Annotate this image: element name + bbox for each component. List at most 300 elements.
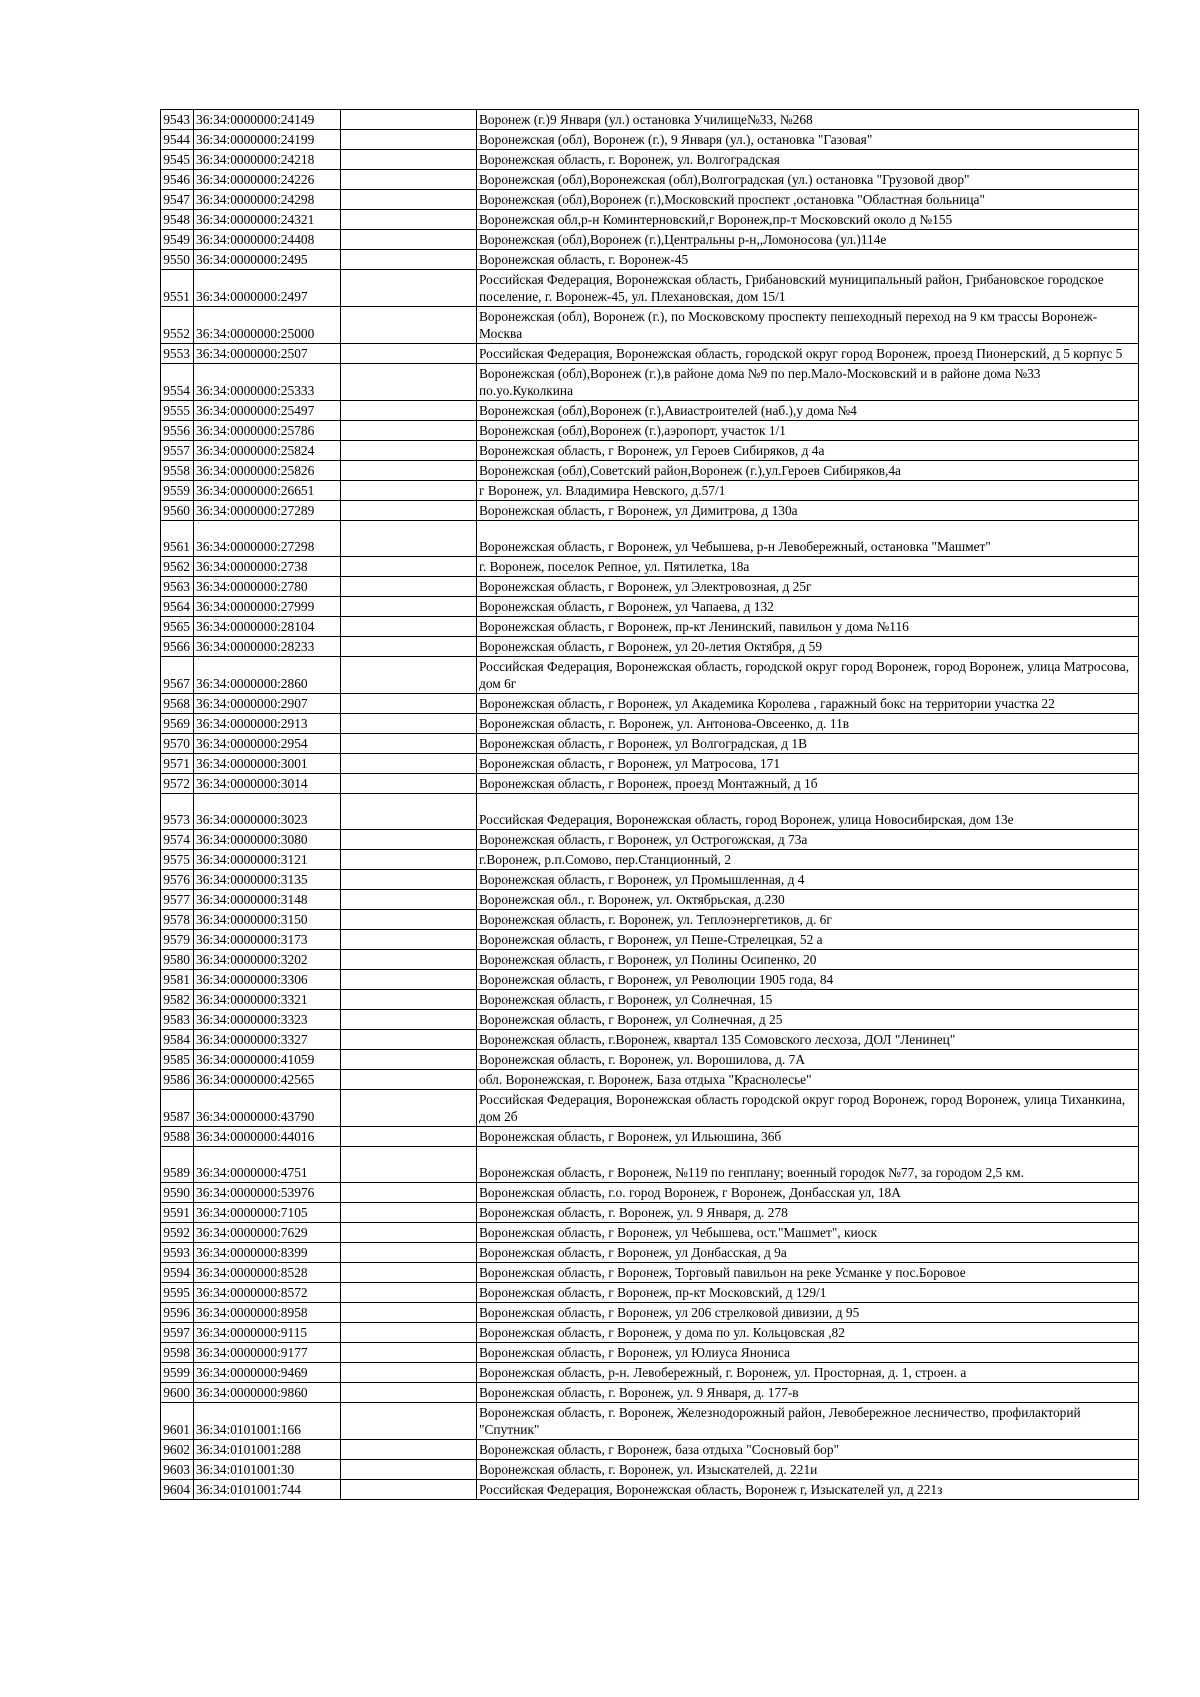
cadastral-number: 36:34:0000000:7105 — [194, 1203, 341, 1223]
table-row — [161, 150, 1139, 170]
row-number: 9577 — [161, 890, 194, 910]
address-cell: Воронежская область, г Воронеж, пр-кт Московский, д 129/1 — [477, 1283, 1139, 1303]
empty-cell — [341, 1223, 477, 1243]
empty-cell — [341, 230, 477, 250]
address-cell: Воронежская область, г Воронеж, ул Пеше-Стрелецкая, 52 а — [477, 930, 1139, 950]
row-number: 9561 — [161, 521, 194, 557]
cadastral-number: 36:34:0101001:30 — [194, 1460, 341, 1480]
empty-cell — [341, 754, 477, 774]
address-cell: Воронежская область, г. Воронеж, ул. 9 Января, д. 177-в — [477, 1383, 1139, 1403]
address-cell: Воронежская (обл), Воронеж (г.), 9 Января (ул.), остановка "Газовая" — [477, 130, 1139, 150]
table-row — [161, 1383, 1139, 1403]
table-row — [161, 870, 1139, 890]
table-row — [161, 990, 1139, 1010]
row-number: 9595 — [161, 1283, 194, 1303]
empty-cell — [341, 250, 477, 270]
address-cell: Воронежская область, г Воронеж, ул Полины Осипенко, 20 — [477, 950, 1139, 970]
row-number: 9581 — [161, 970, 194, 990]
cadastral-number: 36:34:0000000:24199 — [194, 130, 341, 150]
address-cell: Воронежская область, г Воронеж, ул Солнечная, 15 — [477, 990, 1139, 1010]
address-cell: Воронежская область, г Воронеж, ул Острогожская, д 73а — [477, 830, 1139, 850]
cadastral-number: 36:34:0000000:3321 — [194, 990, 341, 1010]
empty-cell — [341, 1030, 477, 1050]
row-number: 9573 — [161, 794, 194, 830]
row-number: 9582 — [161, 990, 194, 1010]
empty-cell — [341, 1147, 477, 1183]
table-row — [161, 1183, 1139, 1203]
empty-cell — [341, 1303, 477, 1323]
address-cell: Воронежская область, г Воронеж, ул 206 стрелковой дивизии, д 95 — [477, 1303, 1139, 1323]
address-cell: Воронежская область, г Воронеж, ул Донбасская, д 9а — [477, 1243, 1139, 1263]
address-cell: Воронежская область, г Воронеж, у дома по ул. Кольцовская ,82 — [477, 1323, 1139, 1343]
address-cell: г.Воронеж, р.п.Сомово, пер.Станционный, 2 — [477, 850, 1139, 870]
cadastral-number: 36:34:0000000:24149 — [194, 110, 341, 130]
empty-cell — [341, 637, 477, 657]
table-row — [161, 577, 1139, 597]
cadastral-number: 36:34:0101001:166 — [194, 1403, 341, 1440]
table-row — [161, 441, 1139, 461]
row-number: 9557 — [161, 441, 194, 461]
cadastral-number: 36:34:0000000:25000 — [194, 307, 341, 344]
address-cell: Воронежская область, г Воронеж, ул Юлиуса Янониса — [477, 1343, 1139, 1363]
empty-cell — [341, 150, 477, 170]
address-cell: Воронежская область, г Воронеж, база отдыха "Сосновый бор" — [477, 1440, 1139, 1460]
table-row — [161, 970, 1139, 990]
row-number: 9571 — [161, 754, 194, 774]
cadastral-number: 36:34:0000000:3121 — [194, 850, 341, 870]
address-cell: Воронежская обл., г. Воронеж, ул. Октябрьская, д.230 — [477, 890, 1139, 910]
empty-cell — [341, 1343, 477, 1363]
empty-cell — [341, 1383, 477, 1403]
empty-cell — [341, 130, 477, 150]
table-row — [161, 190, 1139, 210]
empty-cell — [341, 1323, 477, 1343]
cadastral-number: 36:34:0000000:2738 — [194, 557, 341, 577]
row-number: 9547 — [161, 190, 194, 210]
cadastral-number: 36:34:0000000:3080 — [194, 830, 341, 850]
table-row — [161, 617, 1139, 637]
cadastral-number: 36:34:0000000:24321 — [194, 210, 341, 230]
address-cell: Воронежская область, р-н. Левобережный, г. Воронеж, ул. Просторная, д. 1, строен. а — [477, 1363, 1139, 1383]
row-number: 9559 — [161, 481, 194, 501]
row-number: 9549 — [161, 230, 194, 250]
row-number: 9592 — [161, 1223, 194, 1243]
cadastral-number: 36:34:0000000:3327 — [194, 1030, 341, 1050]
table-row — [161, 637, 1139, 657]
cadastral-number: 36:34:0000000:2497 — [194, 270, 341, 307]
cadastral-number: 36:34:0000000:9177 — [194, 1343, 341, 1363]
empty-cell — [341, 110, 477, 130]
table-row — [161, 170, 1139, 190]
cadastral-number: 36:34:0000000:3306 — [194, 970, 341, 990]
table-row — [161, 1480, 1139, 1500]
table-row — [161, 521, 1139, 557]
empty-cell — [341, 1127, 477, 1147]
cadastral-number: 36:34:0000000:24298 — [194, 190, 341, 210]
cadastral-number: 36:34:0000000:9115 — [194, 1323, 341, 1343]
row-number: 9545 — [161, 150, 194, 170]
table-row — [161, 344, 1139, 364]
row-number: 9567 — [161, 657, 194, 694]
cadastral-number: 36:34:0000000:25786 — [194, 421, 341, 441]
address-cell: г Воронеж, ул. Владимира Невского, д.57/1 — [477, 481, 1139, 501]
cadastral-number: 36:34:0000000:8399 — [194, 1243, 341, 1263]
table-row — [161, 1363, 1139, 1383]
cadastral-number: 36:34:0000000:24408 — [194, 230, 341, 250]
address-cell: Воронежская область, г. Воронеж, ул. Волгоградская — [477, 150, 1139, 170]
table-row — [161, 1010, 1139, 1030]
cadastral-number: 36:34:0000000:3023 — [194, 794, 341, 830]
cadastral-number: 36:34:0000000:3001 — [194, 754, 341, 774]
empty-cell — [341, 344, 477, 364]
cadastral-number: 36:34:0000000:2907 — [194, 694, 341, 714]
row-number: 9554 — [161, 364, 194, 401]
address-cell: Воронежская область, г. Воронеж, ул. Теплоэнергетиков, д. 6г — [477, 910, 1139, 930]
address-cell: Воронежская область, г Воронеж, ул Волгоградская, д 1В — [477, 734, 1139, 754]
address-cell: Воронежская область, г Воронеж, ул Чапаева, д 132 — [477, 597, 1139, 617]
cadastral-number: 36:34:0000000:2913 — [194, 714, 341, 734]
empty-cell — [341, 734, 477, 754]
cadastral-number: 36:34:0000000:27289 — [194, 501, 341, 521]
address-cell: Воронежская область, г Воронеж, ул Димитрова, д 130а — [477, 501, 1139, 521]
table-row — [161, 1050, 1139, 1070]
table-row — [161, 1223, 1139, 1243]
table-row — [161, 364, 1139, 401]
address-cell: Воронежская область, г Воронеж, ул Электровозная, д 25г — [477, 577, 1139, 597]
table-row — [161, 1147, 1139, 1183]
table-row — [161, 401, 1139, 421]
cadastral-number: 36:34:0000000:2780 — [194, 577, 341, 597]
empty-cell — [341, 617, 477, 637]
empty-cell — [341, 1090, 477, 1127]
row-number: 9551 — [161, 270, 194, 307]
empty-cell — [341, 521, 477, 557]
address-cell: Российская Федерация, Воронежская область городской округ город Воронеж, город Воронеж, улица Тиханкина, дом 2б — [477, 1090, 1139, 1127]
table-row — [161, 1263, 1139, 1283]
table-row — [161, 481, 1139, 501]
empty-cell — [341, 1283, 477, 1303]
row-number: 9555 — [161, 401, 194, 421]
address-cell: Российская Федерация, Воронежская область, городской округ город Воронеж, город Воронеж, улица Матросова, дом 6г — [477, 657, 1139, 694]
row-number: 9597 — [161, 1323, 194, 1343]
row-number: 9604 — [161, 1480, 194, 1500]
address-cell: Воронежская (обл),Советский район,Воронеж (г.),ул.Героев Сибиряков,4а — [477, 461, 1139, 481]
empty-cell — [341, 657, 477, 694]
empty-cell — [341, 1460, 477, 1480]
row-number: 9564 — [161, 597, 194, 617]
table-row — [161, 714, 1139, 734]
cadastral-number: 36:34:0000000:25497 — [194, 401, 341, 421]
row-number: 9585 — [161, 1050, 194, 1070]
row-number: 9558 — [161, 461, 194, 481]
table-row — [161, 501, 1139, 521]
empty-cell — [341, 930, 477, 950]
empty-cell — [341, 501, 477, 521]
row-number: 9572 — [161, 774, 194, 794]
cadastral-number: 36:34:0000000:7629 — [194, 1223, 341, 1243]
address-cell: Российская Федерация, Воронежская область, Воронеж г, Изыскателей ул, д 221з — [477, 1480, 1139, 1500]
address-cell: Воронежская (обл),Воронеж (г.),Московский проспект ,остановка "Областная больница" — [477, 190, 1139, 210]
row-number: 9594 — [161, 1263, 194, 1283]
table-row — [161, 1070, 1139, 1090]
empty-cell — [341, 1243, 477, 1263]
table-row — [161, 850, 1139, 870]
row-number: 9584 — [161, 1030, 194, 1050]
cadastral-number: 36:34:0000000:9469 — [194, 1363, 341, 1383]
row-number: 9553 — [161, 344, 194, 364]
address-cell: Воронежская область, г Воронеж, ул Революции 1905 года, 84 — [477, 970, 1139, 990]
address-cell: Воронежская область, г. Воронеж, ул. Ворошилова, д. 7А — [477, 1050, 1139, 1070]
row-number: 9546 — [161, 170, 194, 190]
table-row — [161, 1243, 1139, 1263]
table-row — [161, 130, 1139, 150]
cadastral-number: 36:34:0000000:26651 — [194, 481, 341, 501]
empty-cell — [341, 190, 477, 210]
empty-cell — [341, 481, 477, 501]
empty-cell — [341, 307, 477, 344]
row-number: 9583 — [161, 1010, 194, 1030]
cadastral-number: 36:34:0000000:27999 — [194, 597, 341, 617]
cadastral-number: 36:34:0000000:9860 — [194, 1383, 341, 1403]
row-number: 9552 — [161, 307, 194, 344]
cadastral-number: 36:34:0000000:3173 — [194, 930, 341, 950]
row-number: 9590 — [161, 1183, 194, 1203]
empty-cell — [341, 890, 477, 910]
cadastral-number: 36:34:0000000:44016 — [194, 1127, 341, 1147]
address-cell: Воронежская область, г Воронеж, ул 20-летия Октября, д 59 — [477, 637, 1139, 657]
table-row — [161, 1030, 1139, 1050]
row-number: 9570 — [161, 734, 194, 754]
row-number: 9575 — [161, 850, 194, 870]
row-number: 9560 — [161, 501, 194, 521]
row-number: 9566 — [161, 637, 194, 657]
empty-cell — [341, 1183, 477, 1203]
table-row — [161, 1203, 1139, 1223]
address-cell: Воронежская область, г.о. город Воронеж, г Воронеж, Донбасская ул, 18А — [477, 1183, 1139, 1203]
address-cell: Воронежская (обл),Воронеж (г.),Центральны р-н,,Ломоносова (ул.)114е — [477, 230, 1139, 250]
cadastral-number: 36:34:0101001:744 — [194, 1480, 341, 1500]
row-number: 9586 — [161, 1070, 194, 1090]
empty-cell — [341, 597, 477, 617]
address-cell: Воронежская область, г Воронеж, проезд Монтажный, д 1б — [477, 774, 1139, 794]
address-cell: Воронежская область, г Воронеж, ул Академика Королева , гаражный бокс на территории участка 22 — [477, 694, 1139, 714]
row-number: 9593 — [161, 1243, 194, 1263]
cadastral-number: 36:34:0000000:8528 — [194, 1263, 341, 1283]
empty-cell — [341, 1263, 477, 1283]
address-cell: Воронежская область, г.Воронеж, квартал 135 Сомовского лесхоза, ДОЛ "Ленинец" — [477, 1030, 1139, 1050]
cadastral-number: 36:34:0000000:25826 — [194, 461, 341, 481]
empty-cell — [341, 441, 477, 461]
empty-cell — [341, 694, 477, 714]
table-row — [161, 1403, 1139, 1440]
cadastral-number: 36:34:0000000:8958 — [194, 1303, 341, 1323]
row-number: 9556 — [161, 421, 194, 441]
address-cell: Воронежская (обл),Воронежская (обл),Волгоградская (ул.) остановка "Грузовой двор" — [477, 170, 1139, 190]
address-cell: Воронежская область, г Воронеж, ул Промышленная, д 4 — [477, 870, 1139, 890]
empty-cell — [341, 1363, 477, 1383]
table-row — [161, 657, 1139, 694]
row-number: 9588 — [161, 1127, 194, 1147]
address-cell: Воронежская область, г Воронеж, ул Матросова, 171 — [477, 754, 1139, 774]
row-number: 9569 — [161, 714, 194, 734]
empty-cell — [341, 401, 477, 421]
cadastral-number: 36:34:0000000:28104 — [194, 617, 341, 637]
empty-cell — [341, 210, 477, 230]
empty-cell — [341, 794, 477, 830]
cadastral-number: 36:34:0000000:2954 — [194, 734, 341, 754]
table-row — [161, 734, 1139, 754]
address-cell: Воронеж (г.)9 Января (ул.) остановка Училище№33, №268 — [477, 110, 1139, 130]
empty-cell — [341, 557, 477, 577]
table-row — [161, 270, 1139, 307]
table-row — [161, 754, 1139, 774]
row-number: 9580 — [161, 950, 194, 970]
empty-cell — [341, 1480, 477, 1500]
row-number: 9587 — [161, 1090, 194, 1127]
table-row — [161, 1127, 1139, 1147]
row-number: 9599 — [161, 1363, 194, 1383]
address-cell: Воронежская обл,р-н Коминтерновский,г Воронеж,пр-т Московский около д №155 — [477, 210, 1139, 230]
empty-cell — [341, 1070, 477, 1090]
empty-cell — [341, 1203, 477, 1223]
empty-cell — [341, 170, 477, 190]
address-cell: Воронежская область, г. Воронеж-45 — [477, 250, 1139, 270]
address-cell: Российская Федерация, Воронежская область, город Воронеж, улица Новосибирская, дом 13е — [477, 794, 1139, 830]
row-number: 9579 — [161, 930, 194, 950]
empty-cell — [341, 774, 477, 794]
cadastral-number: 36:34:0000000:41059 — [194, 1050, 341, 1070]
address-cell: Воронежская (обл), Воронеж (г.), по Московскому проспекту пешеходный переход на 9 км трассы Воронеж-Москва — [477, 307, 1139, 344]
address-cell: Воронежская область, г Воронеж, №119 по генплану; военный городок №77, за городом 2,5 км. — [477, 1147, 1139, 1183]
cadastral-number: 36:34:0000000:3202 — [194, 950, 341, 970]
table-row — [161, 597, 1139, 617]
table-row — [161, 794, 1139, 830]
row-number: 9548 — [161, 210, 194, 230]
empty-cell — [341, 950, 477, 970]
row-number: 9602 — [161, 1440, 194, 1460]
table-row — [161, 230, 1139, 250]
cadastral-number: 36:34:0000000:8572 — [194, 1283, 341, 1303]
cadastral-number: 36:34:0000000:25333 — [194, 364, 341, 401]
registry-table-body — [161, 110, 1139, 1500]
address-cell: Воронежская область, г. Воронеж, ул. Антонова-Овсеенко, д. 11в — [477, 714, 1139, 734]
empty-cell — [341, 970, 477, 990]
empty-cell — [341, 364, 477, 401]
empty-cell — [341, 830, 477, 850]
table-row — [161, 110, 1139, 130]
table-row — [161, 1460, 1139, 1480]
address-cell: Воронежская область, г Воронеж, ул Ильюшина, 36б — [477, 1127, 1139, 1147]
table-row — [161, 210, 1139, 230]
empty-cell — [341, 577, 477, 597]
cadastral-number: 36:34:0000000:28233 — [194, 637, 341, 657]
row-number: 9591 — [161, 1203, 194, 1223]
address-cell: Воронежская (обл),Воронеж (г.),Авиастроителей (наб.),у дома №4 — [477, 401, 1139, 421]
cadastral-number: 36:34:0000000:24218 — [194, 150, 341, 170]
row-number: 9596 — [161, 1303, 194, 1323]
cadastral-number: 36:34:0101001:288 — [194, 1440, 341, 1460]
empty-cell — [341, 910, 477, 930]
empty-cell — [341, 461, 477, 481]
table-row — [161, 1343, 1139, 1363]
registry-table — [160, 109, 1139, 1500]
cadastral-number: 36:34:0000000:3323 — [194, 1010, 341, 1030]
cadastral-number: 36:34:0000000:3150 — [194, 910, 341, 930]
address-cell: Воронежская область, г Воронеж, ул Чебышева, р-н Левобережный, остановка "Машмет" — [477, 521, 1139, 557]
row-number: 9576 — [161, 870, 194, 890]
table-row — [161, 1323, 1139, 1343]
address-cell: Воронежская область, г Воронеж, ул Героев Сибиряков, д 4а — [477, 441, 1139, 461]
empty-cell — [341, 421, 477, 441]
table-row — [161, 1440, 1139, 1460]
row-number: 9578 — [161, 910, 194, 930]
table-row — [161, 910, 1139, 930]
row-number: 9598 — [161, 1343, 194, 1363]
cadastral-number: 36:34:0000000:25824 — [194, 441, 341, 461]
cadastral-number: 36:34:0000000:3148 — [194, 890, 341, 910]
address-cell: Воронежская область, г Воронеж, пр-кт Ленинский, павильон у дома №116 — [477, 617, 1139, 637]
row-number: 9565 — [161, 617, 194, 637]
cadastral-number: 36:34:0000000:24226 — [194, 170, 341, 190]
row-number: 9574 — [161, 830, 194, 850]
cadastral-number: 36:34:0000000:2507 — [194, 344, 341, 364]
table-row — [161, 1090, 1139, 1127]
table-row — [161, 557, 1139, 577]
empty-cell — [341, 870, 477, 890]
address-cell: Воронежская область, г Воронеж, Торговый павильон на реке Усманке у пос.Боровое — [477, 1263, 1139, 1283]
table-row — [161, 774, 1139, 794]
address-cell: Воронежская (обл),Воронеж (г.),аэропорт, участок 1/1 — [477, 421, 1139, 441]
address-cell: г. Воронеж, поселок Репное, ул. Пятилетка, 18а — [477, 557, 1139, 577]
row-number: 9550 — [161, 250, 194, 270]
row-number: 9544 — [161, 130, 194, 150]
row-number: 9543 — [161, 110, 194, 130]
table-row — [161, 307, 1139, 344]
address-cell: Воронежская (обл),Воронеж (г.),в районе дома №9 по пер.Мало-Московский и в районе дома №33 по.уо.Куколкина — [477, 364, 1139, 401]
cadastral-number: 36:34:0000000:3135 — [194, 870, 341, 890]
cadastral-number: 36:34:0000000:53976 — [194, 1183, 341, 1203]
cadastral-number: 36:34:0000000:4751 — [194, 1147, 341, 1183]
row-number: 9600 — [161, 1383, 194, 1403]
table-row — [161, 890, 1139, 910]
row-number: 9568 — [161, 694, 194, 714]
table-row — [161, 421, 1139, 441]
row-number: 9563 — [161, 577, 194, 597]
address-cell: Российская Федерация, Воронежская область, Грибановский муниципальный район, Грибановское городское поселение, г. Воронеж-45, ул. Плехановская, дом 15/1 — [477, 270, 1139, 307]
row-number: 9601 — [161, 1403, 194, 1440]
row-number: 9562 — [161, 557, 194, 577]
row-number: 9603 — [161, 1460, 194, 1480]
cadastral-number: 36:34:0000000:42565 — [194, 1070, 341, 1090]
table-row — [161, 1283, 1139, 1303]
empty-cell — [341, 850, 477, 870]
address-cell: Воронежская область, г Воронеж, ул Солнечная, д 25 — [477, 1010, 1139, 1030]
table-row — [161, 830, 1139, 850]
address-cell: Воронежская область, г Воронеж, ул Чебышева, ост."Машмет", киоск — [477, 1223, 1139, 1243]
table-row — [161, 250, 1139, 270]
address-cell: Воронежская область, г. Воронеж, ул. Изыскателей, д. 221и — [477, 1460, 1139, 1480]
empty-cell — [341, 990, 477, 1010]
empty-cell — [341, 1010, 477, 1030]
cadastral-number: 36:34:0000000:2860 — [194, 657, 341, 694]
address-cell: Российская Федерация, Воронежская область, городской округ город Воронеж, проезд Пионерский, д 5 корпус 5 — [477, 344, 1139, 364]
cadastral-number: 36:34:0000000:2495 — [194, 250, 341, 270]
row-number: 9589 — [161, 1147, 194, 1183]
empty-cell — [341, 270, 477, 307]
address-cell: Воронежская область, г. Воронеж, Железнодорожный район, Левобережное лесничество, профилакторий "Спутник" — [477, 1403, 1139, 1440]
table-row — [161, 950, 1139, 970]
cadastral-number: 36:34:0000000:43790 — [194, 1090, 341, 1127]
